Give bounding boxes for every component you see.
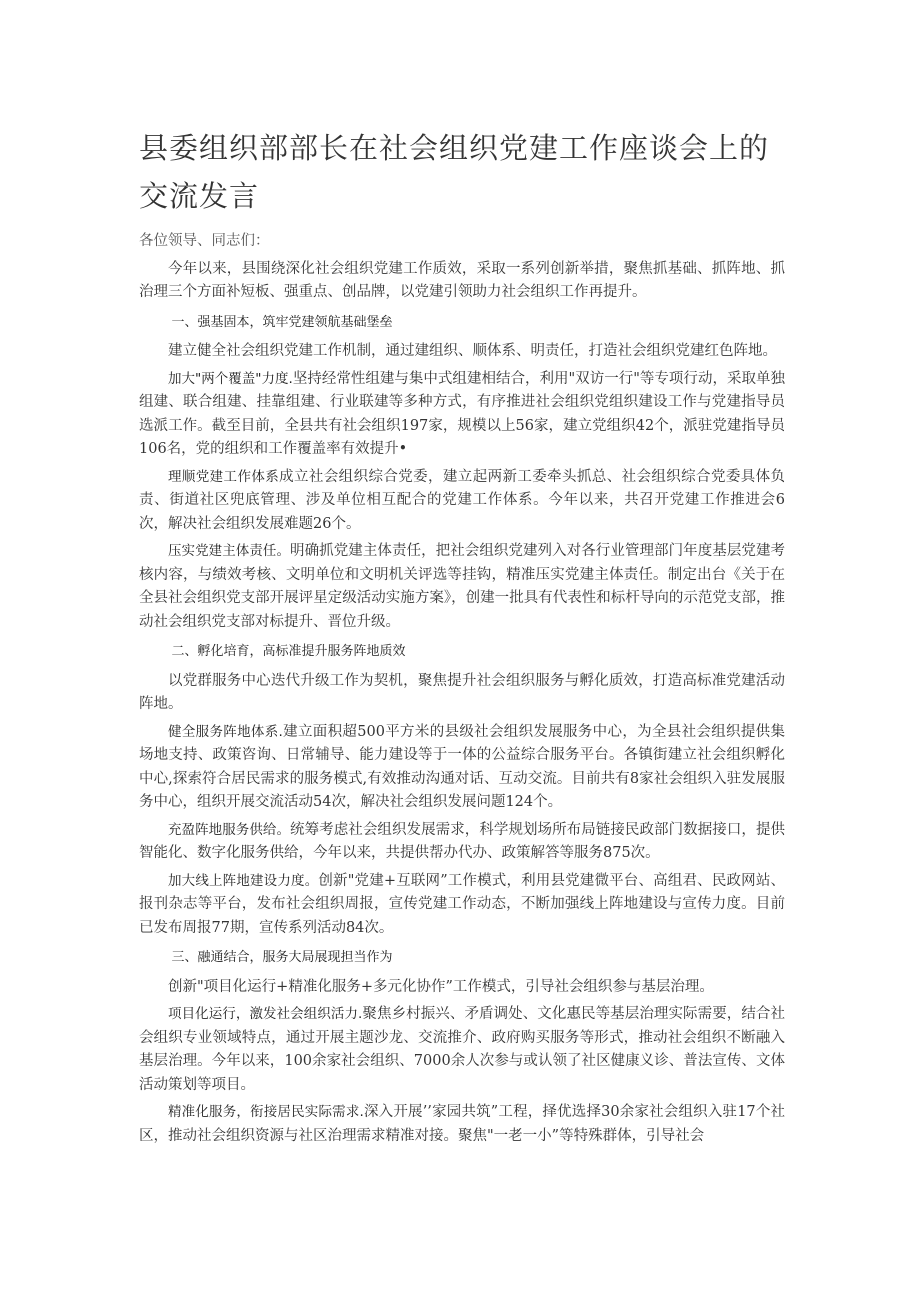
item-lead: 充盈阵地服务供给。 [168, 821, 291, 838]
item-lead: 理顺党建工作体系 [168, 468, 280, 485]
item-text: 成立社会组织综合党委，建立起两新工委牵头抓总、社会组织综合党委具体负责、街道社区兜底管理、涉及单位相互配合的党建工作体系。今年以来，共召开党建工作推进会6次，解决社会组织发展难题26个。 [139, 468, 785, 532]
item-lead: 健全服务阵地体系. [168, 723, 283, 740]
section-item [139, 870, 785, 941]
document-body [139, 230, 785, 1152]
section-heading: 三、融通结合，服务大局展现担当作为 [171, 950, 393, 965]
document-title: 县委组织部部长在社会组织党建工作座谈会上的交流发言 [139, 131, 770, 213]
section-item [139, 721, 785, 815]
section-item [139, 540, 785, 634]
section-summary: 创新"项目化运行+精准化服务+多元化协作”工作模式，引导社会组织参与基层治理。 [168, 978, 714, 995]
item-text: 统筹考虑社会组织发展需求，科学规划场所布局链接民政部门数据接口，提供智能化、数字化服务供给，今年以来，共提供帮办代办、政策解答等服务875次。 [139, 821, 786, 861]
item-lead: 压实党建主体责任。 [168, 543, 291, 559]
item-lead: 项目化运行，激发社会组织活力. [168, 1006, 363, 1022]
item-text: 明确抓党建主体责任，把社会组织党建列入对各行业管理部门年度基层党建考核内容，与绩效考核、文明单位和文明机关评选等挂钩，精准压实党建主体责任。制定出台《关于在全县社会组织党支部开展评星定级活动实施方案》，创建一批具有代表性和标杆导向的示范党支部，推动社会组织党支部对标提升、晋位升级。 [139, 543, 786, 630]
section-item [139, 1003, 785, 1097]
intro-paragraph: 今年以来，县围绕深化社会组织党建工作质效，采取一系列创新举措，聚焦抓基础、抓阵地、抓治理三个方面补短板、强重点、创品牌，以党建引领助力社会组织工作再提升。 [139, 260, 785, 300]
section-item [139, 368, 785, 462]
section-item [139, 819, 785, 866]
section-item [139, 1101, 785, 1148]
item-text: 深入开展’’家园共筑”工程，择优选择30余家社会组织入驻17个社区，推动社会组织资源与社区治理需求精准对接。聚焦"一老一小”等特殊群体，引导社会 [139, 1104, 786, 1144]
section-heading: 二、孵化培育，高标准提升服务阵地质效 [171, 644, 406, 659]
item-lead: 精准化服务，衔接居民实际需求. [168, 1104, 364, 1120]
section-heading: 一、强基固本，筑牢党建领航基础堡垒 [171, 314, 393, 330]
greeting: 各位领导、同志们： [139, 233, 270, 249]
section-item [139, 466, 785, 537]
section-summary: 建立健全社会组织党建工作机制，通过建组织、顺体系、明责任，打造社会组织党建红色阵地。 [168, 343, 777, 359]
item-text: 创新"党建+互联网”工作模式，利用县党建微平台、高组君、民政网站、报刊杂志等平台，发布社会组织周报，宣传党建工作动态，不断加强线上阵地建设与宣传力度。目前已发布周报77期，宣传系列活动84次。 [139, 872, 785, 936]
item-text: 聚焦乡村振兴、矛盾调处、文化惠民等基层治理实际需要，结合社会组织专业领域特点，通过开展主题沙龙、交流推介、政府购买服务等形式，推动社会组织不断融入基层治理。今年以来，100余家社会组织、7000余人次参与或认领了社区健康义诊、普法宣传、文体活动策划等项目。 [139, 1006, 786, 1093]
item-text: 坚持经常性组建与集中式组建相结合，利用"双访一行"等专项行动，采取单独组建、联合组建、挂靠组建、行业联建等多种方式，有序推进社会组织党组织建设工作与党建指导员选派工作。截至目前，全县共有社会组织197家，规模以上56家，建立党组织42个，派驻党建指导员106名，党的组织和工作覆盖率有效提升• [139, 370, 785, 457]
item-lead: 加大"两个覆盖"力度. [168, 370, 293, 387]
item-lead: 加大线上阵地建设力度。 [168, 872, 319, 889]
item-text: 建立面积超500平方米的县级社会组织发展服务中心，为全县社会组织提供集场地支持、政策咨询、日常辅导、能力建设等于一体的公益综合服务平台。各镇街建立社会组织孵化中心,探索符合居民需求的服务模式,有效推动沟通对话、互动交流。目前共有8家社会组织入驻发展服务中心，组织开展交流活动54次，解决社会组织发展问题124个。 [139, 723, 785, 810]
section-summary: 以党群服务中心迭代升级工作为契机，聚焦提升社会组织服务与孵化质效，打造高标准党建活动阵地。 [139, 672, 785, 712]
